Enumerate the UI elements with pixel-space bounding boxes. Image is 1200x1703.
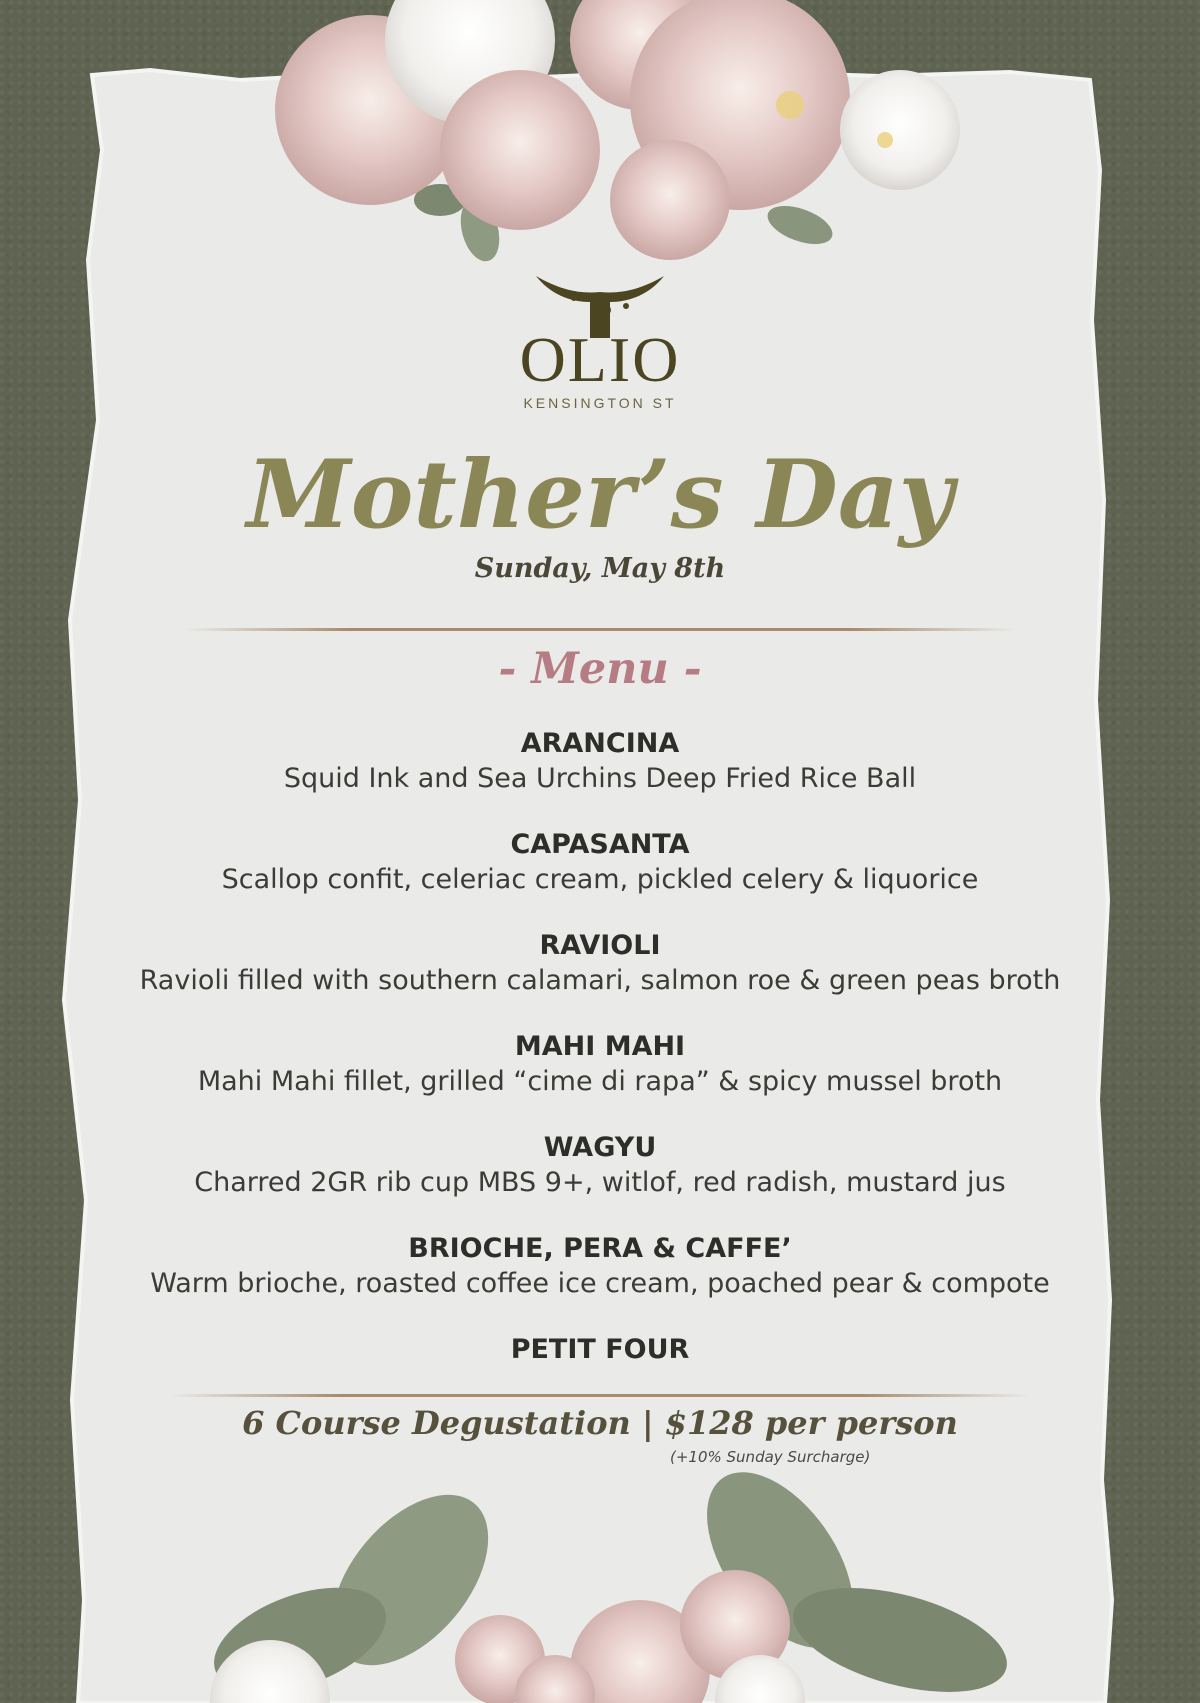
event-date: Sunday, May 8th: [474, 553, 726, 584]
divider-top: [185, 628, 1015, 631]
logo-wordmark: OLIO: [519, 324, 681, 395]
course-item: [0, 928, 1200, 1029]
course-description: Ravioli filled with southern calamari, salmon roe & green peas broth: [139, 965, 1061, 996]
course-item: [0, 1130, 1200, 1231]
divider-bottom: [170, 1394, 1030, 1397]
course-item: [0, 827, 1200, 928]
course-name: BRIOCHE, PERA & CAFFE’: [408, 1233, 792, 1264]
course-name: ARANCINA: [520, 728, 680, 759]
course-description: Warm brioche, roasted coffee ice cream, poached pear & compote: [150, 1268, 1050, 1299]
surcharge-note: (+10% Sunday Surcharge): [670, 1448, 871, 1466]
course-description: Mahi Mahi fillet, grilled “cime di rapa” & spicy mussel broth: [197, 1066, 1003, 1097]
course-description: Scallop confit, celeriac cream, pickled celery & liquorice: [221, 864, 979, 895]
course-description: Charred 2GR rib cup MBS 9+, witlof, red radish, mustard jus: [194, 1167, 1006, 1198]
course-item: [0, 1029, 1200, 1130]
course-name: WAGYU: [543, 1132, 657, 1163]
course-list: [0, 726, 1200, 1433]
course-name: PETIT FOUR: [510, 1334, 690, 1365]
logo-subtitle: KENSINGTON ST: [523, 395, 677, 411]
course-description: Squid Ink and Sea Urchins Deep Fried Rice Ball: [283, 763, 917, 794]
course-name: RAVIOLI: [539, 930, 661, 961]
course-name: CAPASANTA: [510, 829, 690, 860]
course-item: [0, 1231, 1200, 1332]
price-line: 6 Course Degustation | $128 per person: [242, 1404, 958, 1442]
course-item: [0, 726, 1200, 827]
menu-heading: - Menu -: [498, 644, 702, 694]
event-title: Mother’s Day: [246, 440, 954, 550]
course-name: MAHI MAHI: [514, 1031, 686, 1062]
